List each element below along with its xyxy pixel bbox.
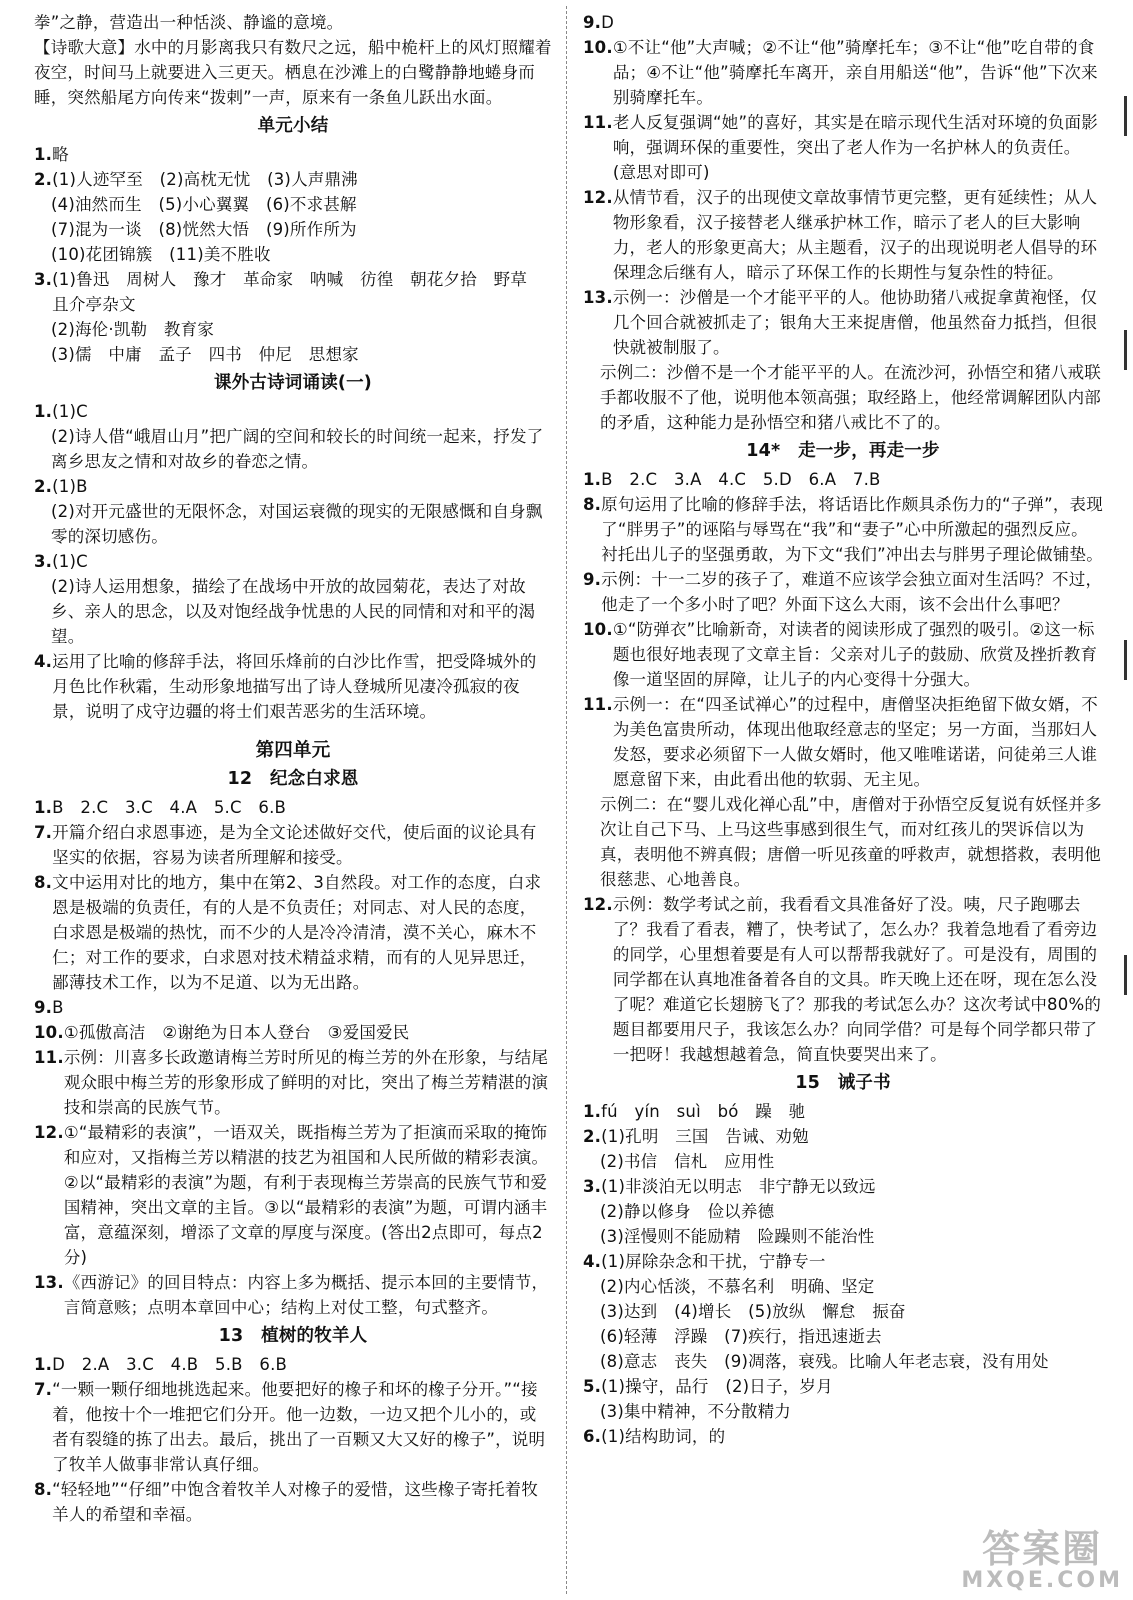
answer-item (34, 1120, 552, 1270)
answer-item (34, 870, 552, 995)
item-text: (1)C (52, 402, 88, 421)
answer-item (583, 10, 1103, 35)
answer-subline: (2)静以修身 俭以养德 (600, 1202, 775, 1221)
item-number: 1. (583, 470, 602, 489)
item-number: 10. (583, 38, 613, 57)
answer-item (583, 892, 1103, 1067)
item-number: 1. (34, 145, 53, 164)
item-number: 2. (34, 477, 53, 496)
answer-item (583, 1249, 1103, 1274)
answer-subline: (10)花团锦簇 (11)美不胜收 (51, 245, 271, 264)
answer-item (583, 1124, 1103, 1149)
item-number: 12. (583, 895, 613, 914)
answer-subline: 示例二：在“婴儿戏化禅心乱”中，唐僧对于孙悟空反复说有妖怪并多次让自己下马、上马这些事感到很生气，而对红孩儿的哭诉信以为真，表明他不辨真假；唐僧一听见孩童的呼救声，就想搭救，表明他很慈悲、心地善良。 (600, 795, 1102, 889)
item-number: 12. (34, 1123, 64, 1142)
answer-item (583, 185, 1103, 285)
item-text: ①孤傲高洁 ②谢绝为日本人登台 ③爱国爱民 (63, 1023, 410, 1042)
answer-subline: (2)对开元盛世的无限怀念，对国运衰微的现实的无限感慨和自身飘零的深切感伤。 (51, 502, 543, 546)
item-text: 示例：十一二岁的孩子了，难道不应该学会独立面对生活吗？不过，他走了一个多小时了吧？外面下这么大雨，该不会出什么事吧？ (601, 570, 1103, 614)
item-text: B 2.C 3.A 4.C 5.D 6.A 7.B (601, 470, 881, 489)
item-number: 9. (583, 13, 602, 32)
item-text: B 2.C 3.C 4.A 5.C 6.B (52, 798, 287, 817)
answer-item (34, 820, 552, 870)
answer-item (34, 1352, 552, 1377)
answer-item (583, 617, 1103, 692)
watermark-logo (961, 1527, 1123, 1593)
item-number: 9. (583, 570, 602, 589)
item-text: (1)操守，品行 (2)日子，岁月 (601, 1377, 833, 1396)
item-number: 1. (583, 1102, 602, 1121)
answer-item (583, 1424, 1103, 1449)
item-number: 8. (583, 495, 602, 514)
item-text: fú yín suì bó 躁 驰 (601, 1102, 806, 1121)
item-text: “一颗一颗仔细地挑选起来。他要把好的橡子和坏的橡子分开。”“接着，他按十个一堆把它们分开。他一边数，一边又把个儿小的，或者有裂缝的拣了出去。最后，挑出了一百颗又大又好的橡子”，说明了牧羊人做事非常认真仔细。 (52, 1380, 546, 1474)
answer-item (34, 1045, 552, 1120)
answer-subline: 示例二：沙僧不是一个才能平平的人。在流沙河，孙悟空和猪八戒联手都收服不了他，说明他本领高强；取经路上，他经常调解团队内部的矛盾，这种能力是孙悟空和猪八戒比不了的。 (600, 363, 1101, 432)
answer-subline: (3)儒 中庸 孟子 四书 仲尼 思想家 (51, 345, 359, 364)
answer-item (34, 142, 552, 167)
answer-item (583, 110, 1103, 185)
answer-item (583, 492, 1103, 567)
item-number: 11. (34, 1048, 64, 1067)
item-text: 老人反复强调“她”的喜好，其实是在暗示现代生活对环境的负面影响，强调环保的重要性，突出了老人作为一名护林人的负责任。(意思对即可) (612, 113, 1098, 182)
section-heading: 单元小结 (257, 116, 329, 136)
item-text: (1)人迹罕至 (2)高枕无忧 (3)人声鼎沸 (52, 170, 358, 189)
item-text: ①“最精彩的表演”，一语双关，既指梅兰芳为了拒演而采取的掩饰和应对，又指梅兰芳以精湛的技艺为祖国和人民所做的精彩表演。②以“最精彩的表演”为题，有利于表现梅兰芳崇高的民族气节和爱国精神，突出文章的主旨。③以“最精彩的表演”为题，可谓内涵丰富，意蕴深刻，增添了文章的厚度与深度。(答出2点即可，每点2分) (63, 1123, 549, 1267)
column-divider (566, 6, 567, 1594)
edge-mark (1124, 96, 1127, 136)
item-text: 示例一：沙僧是一个才能平平的人。他协助猪八戒捉拿黄袍怪，仅几个回合就被抓走了；银角大王来捉唐僧，他虽然奋力抵挡，但很快就被制服了。 (612, 288, 1098, 357)
answer-subline: (2)内心恬淡，不慕名利 明确、坚定 (600, 1277, 875, 1296)
section-heading: 13 植树的牧羊人 (218, 1326, 368, 1346)
left-column (34, 10, 552, 1527)
answer-subline: (6)轻薄 浮躁 (7)疾行，指迅速逝去 (600, 1327, 882, 1346)
answer-item (34, 1377, 552, 1477)
item-number: 3. (583, 1177, 602, 1196)
answer-item (34, 649, 552, 724)
answer-item (583, 285, 1103, 360)
item-text: 示例：川喜多长政邀请梅兰芳时所见的梅兰芳的外在形象，与结尾观众眼中梅兰芳的形象形成了鲜明的对比，突出了梅兰芳精湛的演技和崇高的民族气节。 (63, 1048, 549, 1117)
item-number: 13. (34, 1273, 64, 1292)
edge-mark (1124, 640, 1127, 680)
edge-mark (1124, 955, 1127, 995)
item-number: 2. (583, 1127, 602, 1146)
item-number: 7. (34, 823, 53, 842)
item-number: 13. (583, 288, 613, 307)
answer-item (583, 1099, 1103, 1124)
item-number: 11. (583, 695, 613, 714)
answer-item (34, 1270, 552, 1320)
answer-item (34, 399, 552, 424)
item-text: (1)结构助词，的 (601, 1427, 726, 1446)
answer-item (583, 567, 1103, 617)
item-text: “轻轻地”“仔细”中饱含着牧羊人对橡子的爱惜，这些橡子寄托着牧羊人的希望和幸福。 (52, 1480, 539, 1524)
item-number: 1. (34, 798, 53, 817)
item-text: D 2.A 3.C 4.B 5.B 6.B (52, 1355, 288, 1374)
answer-subline: (3)达到 (4)增长 (5)放纵 懈怠 振奋 (600, 1302, 906, 1321)
item-number: 12. (583, 188, 613, 207)
answer-item (583, 1374, 1103, 1399)
answer-item (583, 1174, 1103, 1199)
item-text: D (601, 13, 615, 32)
item-number: 3. (34, 270, 53, 289)
item-text: (1)孔明 三国 告诫、劝勉 (601, 1127, 809, 1146)
answer-item (34, 167, 552, 192)
edge-mark (1124, 330, 1127, 370)
answer-item (34, 995, 552, 1020)
item-text: ①不让“他”大声喊；②不让“他”骑摩托车；③不让“他”吃自带的食品；④不让“他”骑摩托车离开，亲自用船送“他”，告诉“他”下次来别骑摩托车。 (612, 38, 1098, 107)
item-text: B (52, 998, 64, 1017)
item-text: (1)鲁迅 周树人 豫才 革命家 呐喊 彷徨 朝花夕拾 野草 且介亭杂文 (52, 270, 544, 314)
answer-subline: (2)书信 信札 应用性 (600, 1152, 775, 1171)
answer-item (34, 267, 552, 317)
item-text: 略 (52, 145, 69, 164)
paragraph: 拳”之静，营造出一种恬淡、静谧的意境。 (34, 13, 344, 32)
item-number: 1. (34, 1355, 53, 1374)
item-text: ①“防弹衣”比喻新奇，对读者的阅读形成了强烈的吸引。②这一标题也很好地表现了文章主旨：父亲对儿子的鼓励、欣赏及挫折教育像一道坚固的屏障，让儿子的内心变得十分强大。 (612, 620, 1098, 689)
item-number: 6. (583, 1427, 602, 1446)
answer-subline: (8)意志 丧失 (9)凋落，衰残。比喻人年老志衰，没有用处 (600, 1352, 1049, 1371)
item-number: 4. (34, 652, 53, 671)
answer-subline: (2)诗人运用想象，描绘了在战场中开放的故园菊花，表达了对故乡、亲人的思念，以及对饱经战争忧患的人民的同情和对和平的渴望。 (51, 577, 536, 646)
answer-item (34, 474, 552, 499)
answer-subline: (2)海伦·凯勒 教育家 (51, 320, 215, 339)
answer-item (583, 35, 1103, 110)
answer-item (34, 1477, 552, 1527)
item-text: 运用了比喻的修辞手法，将回乐烽前的白沙比作雪，把受降城外的月色比作秋霜，生动形象地描写出了诗人登城所见凄冷孤寂的夜景，说明了戍守边疆的将士们艰苦恶劣的生活环境。 (52, 652, 537, 721)
right-column (583, 10, 1103, 1449)
item-number: 1. (34, 402, 53, 421)
answer-item (583, 467, 1103, 492)
item-text: 示例：数学考试之前，我看看文具准备好了没。咦，尺子跑哪去了？我看了看表，糟了，快考试了，怎么办？我着急地看了看旁边的同学，心里想着要是有人可以帮帮我就好了。可是没有，周围的同学都在认真地准备着各自的文具。昨天晚上还在呀，现在怎么没了呢？难道它长翅膀飞了？那我的考试怎么办？这次考试中80%的题目都要用尺子，我该怎么办？向同学借？可是每个同学都只带了一把呀！我越想越着急，简直快要哭出来了。 (612, 895, 1102, 1064)
answer-item (34, 795, 552, 820)
item-number: 11. (583, 113, 613, 132)
item-text: 示例一：在“四圣试禅心”的过程中，唐僧坚决拒绝留下做女婿，不为美色富贵所动，体现出他取经意志的坚定；另一方面，当那妇人发怒，要求必须留下一人做女婿时，他又唯唯诺诺，问徒弟三人谁愿意留下来，由此看出他的软弱、无主见。 (612, 695, 1098, 789)
item-text: (1)C (52, 552, 88, 571)
section-heading: 15 诫子书 (795, 1073, 891, 1093)
answer-subline: (4)油然而生 (5)小心翼翼 (6)不求甚解 (51, 195, 357, 214)
item-text: 《西游记》的回目特点：内容上多为概括、提示本回的主要情节，言简意赅；点明本章回中心；结构上对仗工整，句式整齐。 (63, 1273, 549, 1317)
item-text: (1)非淡泊无以明志 非宁静无以致远 (601, 1177, 876, 1196)
answer-item (583, 692, 1103, 792)
item-number: 4. (583, 1252, 602, 1271)
watermark-title: 答案圈 (982, 1527, 1103, 1571)
item-number: 2. (34, 170, 53, 189)
answer-subline: (3)淫慢则不能励精 险躁则不能治性 (600, 1227, 875, 1246)
unit-heading: 第四单元 (255, 740, 331, 761)
item-number: 10. (34, 1023, 64, 1042)
item-number: 8. (34, 1480, 53, 1499)
item-text: (1)B (52, 477, 88, 496)
item-number: 7. (34, 1380, 53, 1399)
item-number: 9. (34, 998, 53, 1017)
item-text: 文中运用对比的地方，集中在第2、3自然段。对工作的态度，白求恩是极端的负责任，有的人是不负责任；对同志、对人民的态度，白求恩是极端的热忱，而不少的人是冷冷清清，漠不关心，麻木不仁；对工作的要求，白求恩对技术精益求精，而有的人见异思迁，鄙薄技术工作，以为不足道、以为无出路。 (52, 873, 542, 992)
watermark-url: MXQE.COM (961, 1568, 1123, 1593)
answer-subline: (2)诗人借“峨眉山月”把广阔的空间和较长的时间统一起来，抒发了离乡思友之情和对故乡的眷恋之情。 (51, 427, 544, 471)
item-text: (1)屏除杂念和干扰，宁静专一 (601, 1252, 826, 1271)
item-text: 开篇介绍白求恩事迹，是为全文论述做好交代，使后面的议论具有坚实的依据，容易为读者所理解和接受。 (52, 823, 537, 867)
item-text: 原句运用了比喻的修辞手法，将话语比作颇具杀伤力的“子弹”，表现了“胖男子”的诬陷与辱骂在“我”和“妻子”心中所激起的强烈反应。衬托出儿子的坚强勇敢，为下文“我们”冲出去与胖男子理论做铺垫。 (601, 495, 1103, 564)
item-number: 5. (583, 1377, 602, 1396)
section-heading: 14* 走一步，再走一步 (746, 441, 940, 461)
item-number: 8. (34, 873, 53, 892)
section-heading: 12 纪念白求恩 (227, 769, 359, 789)
answer-subline: (3)集中精神，不分散精力 (600, 1402, 791, 1421)
paragraph: 【诗歌大意】水中的月影离我只有数尺之远，船中桅杆上的风灯照耀着夜空，时间马上就要进入三更天。栖息在沙滩上的白鹭静静地蜷身而睡，突然船尾方向传来“拨剌”一声，原来有一条鱼儿跃出水面。 (34, 38, 552, 107)
item-number: 3. (34, 552, 53, 571)
item-text: 从情节看，汉子的出现使文章故事情节更完整，更有延续性；从人物形象看，汉子接替老人继承护林工作，暗示了老人的巨大影响力，老人的形象更高大；从主题看，汉子的出现说明老人倡导的环保理念后继有人，暗示了环保工作的长期性与复杂性的特征。 (612, 188, 1098, 282)
section-heading: 课外古诗词诵读(一) (214, 373, 372, 393)
answer-item (34, 549, 552, 574)
item-number: 10. (583, 620, 613, 639)
answer-item (34, 1020, 552, 1045)
answer-subline: (7)混为一谈 (8)恍然大悟 (9)所作所为 (51, 220, 357, 239)
